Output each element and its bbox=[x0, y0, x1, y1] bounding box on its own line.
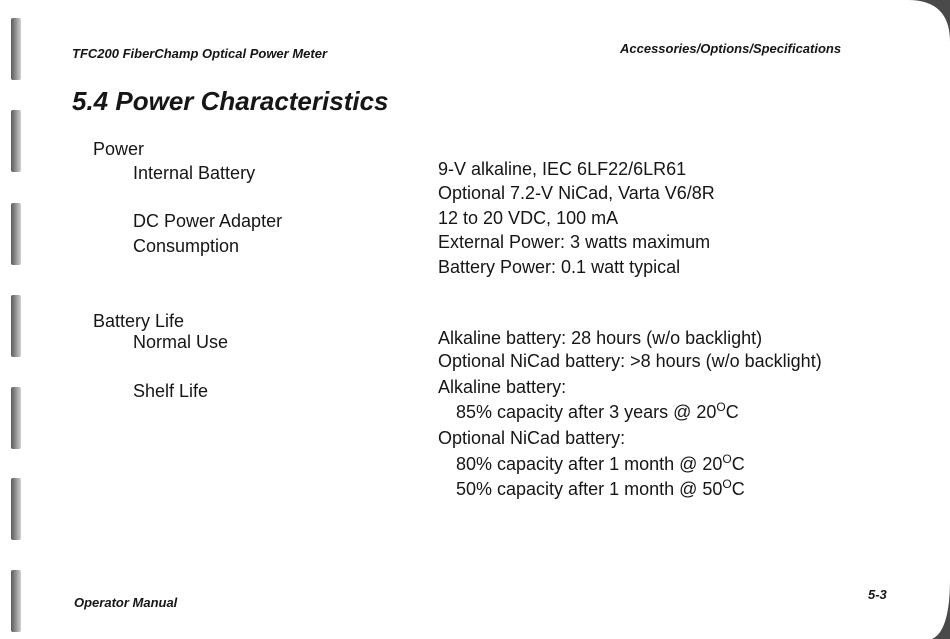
label-shelf-life: Shelf Life bbox=[133, 381, 209, 401]
binder-hole bbox=[11, 478, 21, 540]
label-internal-battery: Internal Battery bbox=[133, 163, 256, 183]
value-internal-battery-2: Optional 7.2-V NiCad, Varta V6/8R bbox=[438, 183, 715, 203]
section-title: 5.4 Power Characteristics bbox=[72, 86, 389, 116]
value-shelf-life-1: Alkaline battery: bbox=[438, 377, 567, 397]
footer-page-number: 5-3 bbox=[868, 587, 887, 602]
label-dc-power-adapter: DC Power Adapter bbox=[133, 211, 283, 231]
page-corner-top-right bbox=[890, 0, 950, 60]
temp-unit: C bbox=[731, 454, 745, 474]
value-shelf-life-2 bbox=[456, 402, 739, 423]
binder-hole bbox=[11, 387, 21, 449]
degree-symbol: O bbox=[716, 400, 726, 414]
value-text: 50% capacity after 1 month @ 50 bbox=[456, 479, 723, 499]
binder-hole bbox=[11, 18, 21, 80]
value-consumption-1: External Power: 3 watts maximum bbox=[438, 232, 711, 252]
running-header-right: Accessories/Options/Specifications bbox=[620, 41, 842, 56]
value-normal-use-2: Optional NiCad battery: >8 hours (w/o backlight) bbox=[438, 351, 822, 371]
value-dc-power-adapter: 12 to 20 VDC, 100 mA bbox=[438, 208, 619, 228]
page-corner-bottom-right bbox=[910, 579, 950, 639]
value-text: 85% capacity after 3 years @ 20 bbox=[456, 402, 717, 422]
temp-unit: C bbox=[731, 479, 745, 499]
binder-hole bbox=[11, 570, 21, 632]
degree-symbol: O bbox=[722, 452, 732, 466]
binder-hole bbox=[11, 295, 21, 357]
binder-hole bbox=[11, 203, 21, 265]
label-power: Power bbox=[93, 139, 145, 159]
value-shelf-life-5 bbox=[456, 479, 745, 500]
value-normal-use-1: Alkaline battery: 28 hours (w/o backlight) bbox=[438, 328, 763, 348]
value-consumption-2: Battery Power: 0.1 watt typical bbox=[438, 257, 681, 277]
running-header-left: TFC200 FiberChamp Optical Power Meter bbox=[72, 46, 328, 61]
label-battery-life: Battery Life bbox=[93, 311, 185, 331]
label-consumption: Consumption bbox=[133, 236, 240, 256]
degree-symbol: O bbox=[722, 477, 732, 491]
label-normal-use: Normal Use bbox=[133, 332, 229, 352]
value-shelf-life-4 bbox=[456, 454, 745, 475]
temp-unit: C bbox=[725, 402, 739, 422]
value-shelf-life-3: Optional NiCad battery: bbox=[438, 428, 626, 448]
binder-hole bbox=[11, 110, 21, 172]
value-internal-battery-1: 9-V alkaline, IEC 6LF22/6LR61 bbox=[438, 159, 687, 179]
footer-left: Operator Manual bbox=[74, 595, 178, 610]
value-text: 80% capacity after 1 month @ 20 bbox=[456, 454, 723, 474]
